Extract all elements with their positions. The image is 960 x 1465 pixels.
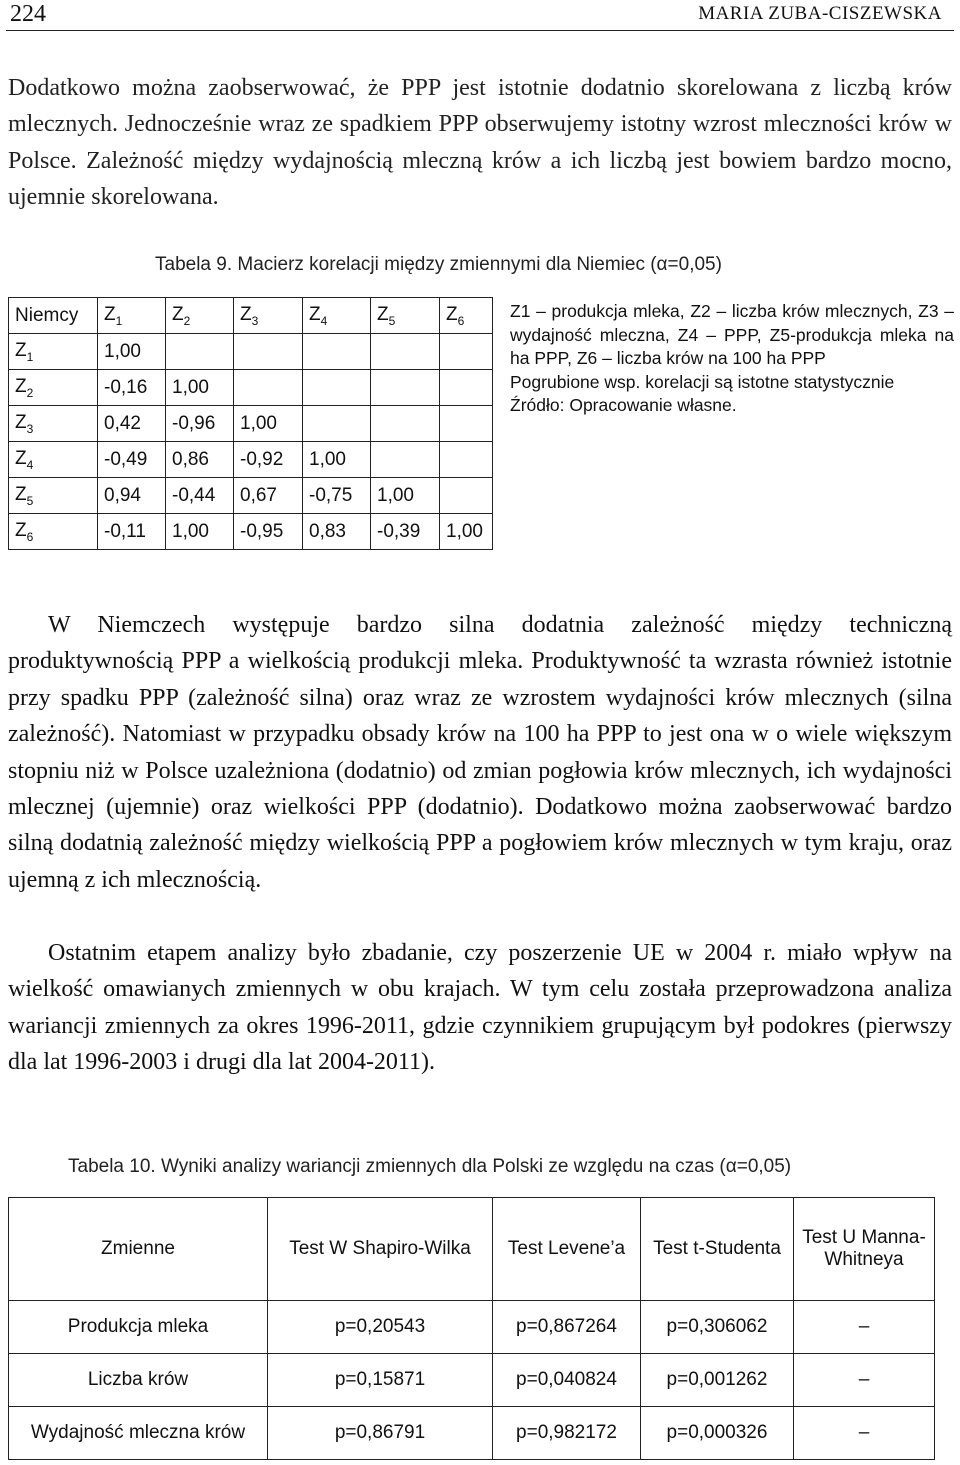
row-header: $Z_5$	[9, 478, 98, 514]
table-cell: p=0,86791	[268, 1407, 493, 1460]
table-cell: -0,75	[303, 478, 371, 514]
column-header: $Z_1$	[98, 298, 166, 334]
table-row	[9, 370, 493, 406]
column-header: $Z_3$	[234, 298, 303, 334]
correlation-matrix-table	[8, 297, 493, 550]
table10-caption: Tabela 10. Wyniki analizy wariancji zmiennych dla Polski ze względu na czas (α=0,05)	[68, 1156, 792, 1177]
table-cell: p=0,000326	[641, 1407, 794, 1460]
table-cell: -0,95	[234, 514, 303, 550]
column-header: Test W Shapiro-Wilka	[268, 1198, 493, 1301]
table-cell	[303, 334, 371, 370]
table-cell: -0,96	[166, 406, 234, 442]
column-header: $Z_2$	[166, 298, 234, 334]
column-header: $Z_5$	[371, 298, 440, 334]
table-cell: p=0,20543	[268, 1301, 493, 1354]
table-cell	[440, 442, 493, 478]
table-cell	[440, 478, 493, 514]
row-label: Produkcja mleka	[9, 1301, 268, 1354]
table-cell: -0,49	[98, 442, 166, 478]
table-cell: 0,86	[166, 442, 234, 478]
table-cell	[234, 370, 303, 406]
bold-coefficients-note: Pogrubione wsp. korelacji są istotne statystycznie	[510, 371, 895, 392]
column-header: $Z_4$	[303, 298, 371, 334]
column-header: Zmienne	[9, 1198, 268, 1301]
table-cell: p=0,982172	[493, 1407, 641, 1460]
table-row	[9, 1354, 935, 1407]
table-cell: 1,00	[440, 514, 493, 550]
paragraph-anova-intro: Ostatnim etapem analizy było zbadanie, czy poszerzenie UE w 2004 r. miało wpływ na wielkość omawianych zmiennych w obu krajach. W tym celu została przeprowadzona analiza wariancji zmiennych za okres 1996-2011, gdzie czynnikiem grupującym był podokres (pierwszy dla lat 1996-2003 i drugi dla lat 2004-2011).	[8, 940, 952, 1076]
table-row	[9, 1301, 935, 1354]
table-cell	[371, 442, 440, 478]
column-header: Test t-Studenta	[641, 1198, 794, 1301]
variable-legend: Z1 – produkcja mleka, Z2 – liczba krów mlecznych, Z3 – wydajność mleczna, Z4 – PPP, Z5-produkcja mleka na ha PPP, Z6 – liczba krów na 100 ha PPP	[510, 301, 954, 368]
table-cell: -0,39	[371, 514, 440, 550]
table-cell: -0,16	[98, 370, 166, 406]
table-cell: 0,94	[98, 478, 166, 514]
table-cell	[371, 334, 440, 370]
row-header: $Z_3$	[9, 406, 98, 442]
paragraph-germany: W Niemczech występuje bardzo silna dodatnia zależność między techniczną produktywnością PPP a wielkością produkcji mleka. Produktywność ta wzrasta również istotnie przy spadku PPP (zależność silna) oraz wraz ze wzrostem wydajności krów mlecznych (silna zależność). Natomiast w przypadku obsady krów na 100 ha PPP to jest ona w o wiele większym stopniu niż w Polsce uzależniona (dodatnio) od zmian pogłowia krów mlecznych, ich wydajności mlecznej (ujemnie) oraz wielkości PPP (dodatnio). Dodatkowo można zaobserwować bardzo silną dodatnią zależność między wielkością PPP a pogłowiem krów mlecznych w tym kraju, oraz ujemną z ich mlecznością.	[8, 612, 952, 893]
table-cell: 1,00	[371, 478, 440, 514]
running-head-author: MARIA ZUBA-CISZEWSKA	[698, 3, 942, 24]
table-row	[9, 442, 493, 478]
table-row	[9, 514, 493, 550]
table-cell: p=0,001262	[641, 1354, 794, 1407]
table-cell	[440, 334, 493, 370]
column-header: $Z_6$	[440, 298, 493, 334]
table-cell: p=0,15871	[268, 1354, 493, 1407]
corner-cell: Niemcy	[9, 298, 98, 334]
table-cell: –	[794, 1407, 935, 1460]
table-cell	[440, 406, 493, 442]
table-cell: –	[794, 1354, 935, 1407]
table-cell: 1,00	[303, 442, 371, 478]
column-header: Test Levene’a	[493, 1198, 641, 1301]
table-cell: 1,00	[98, 334, 166, 370]
anova-results-table	[8, 1197, 935, 1460]
row-header: $Z_1$	[9, 334, 98, 370]
table-cell	[234, 334, 303, 370]
table9-notes	[510, 300, 954, 418]
table-cell: 1,00	[166, 514, 234, 550]
table-cell	[303, 370, 371, 406]
table-cell	[303, 406, 371, 442]
table-row	[9, 1407, 935, 1460]
table-cell: p=0,306062	[641, 1301, 794, 1354]
page-header	[6, 0, 954, 31]
table-cell: 1,00	[166, 370, 234, 406]
table-cell: -0,92	[234, 442, 303, 478]
row-header: $Z_2$	[9, 370, 98, 406]
table-cell	[440, 370, 493, 406]
table-cell	[371, 406, 440, 442]
source-note: Źródło: Opracowanie własne.	[510, 395, 737, 415]
table-row	[9, 478, 493, 514]
table-cell: –	[794, 1301, 935, 1354]
table-header-row	[9, 1198, 935, 1301]
table-cell: -0,44	[166, 478, 234, 514]
table-cell: 0,67	[234, 478, 303, 514]
table-cell: p=0,867264	[493, 1301, 641, 1354]
table-cell: p=0,040824	[493, 1354, 641, 1407]
table-cell	[371, 370, 440, 406]
row-header: $Z_4$	[9, 442, 98, 478]
paragraph-intro: Dodatkowo można zaobserwować, że PPP jest istotnie dodatnio skorelowana z liczbą krów mlecznych. Jednocześnie wraz ze spadkiem PPP obserwujemy istotny wzrost mleczności krów w Polsce. Zależność między wydajnością mleczną krów a ich liczbą jest bowiem bardzo mocno, ujemnie skorelowana.	[8, 75, 952, 211]
table-cell: -0,11	[98, 514, 166, 550]
row-label: Wydajność mleczna krów	[9, 1407, 268, 1460]
table-row	[9, 406, 493, 442]
table-cell: 1,00	[234, 406, 303, 442]
page-number: 224	[10, 1, 46, 27]
row-header: $Z_6$	[9, 514, 98, 550]
table-header-row	[9, 298, 493, 334]
table-cell: 0,83	[303, 514, 371, 550]
table-cell: 0,42	[98, 406, 166, 442]
table-row	[9, 334, 493, 370]
column-header: Test U Manna-Whitneya	[794, 1198, 935, 1301]
table-cell	[166, 334, 234, 370]
table9-caption: Tabela 9. Macierz korelacji między zmiennymi dla Niemiec (α=0,05)	[155, 254, 722, 275]
row-label: Liczba krów	[9, 1354, 268, 1407]
